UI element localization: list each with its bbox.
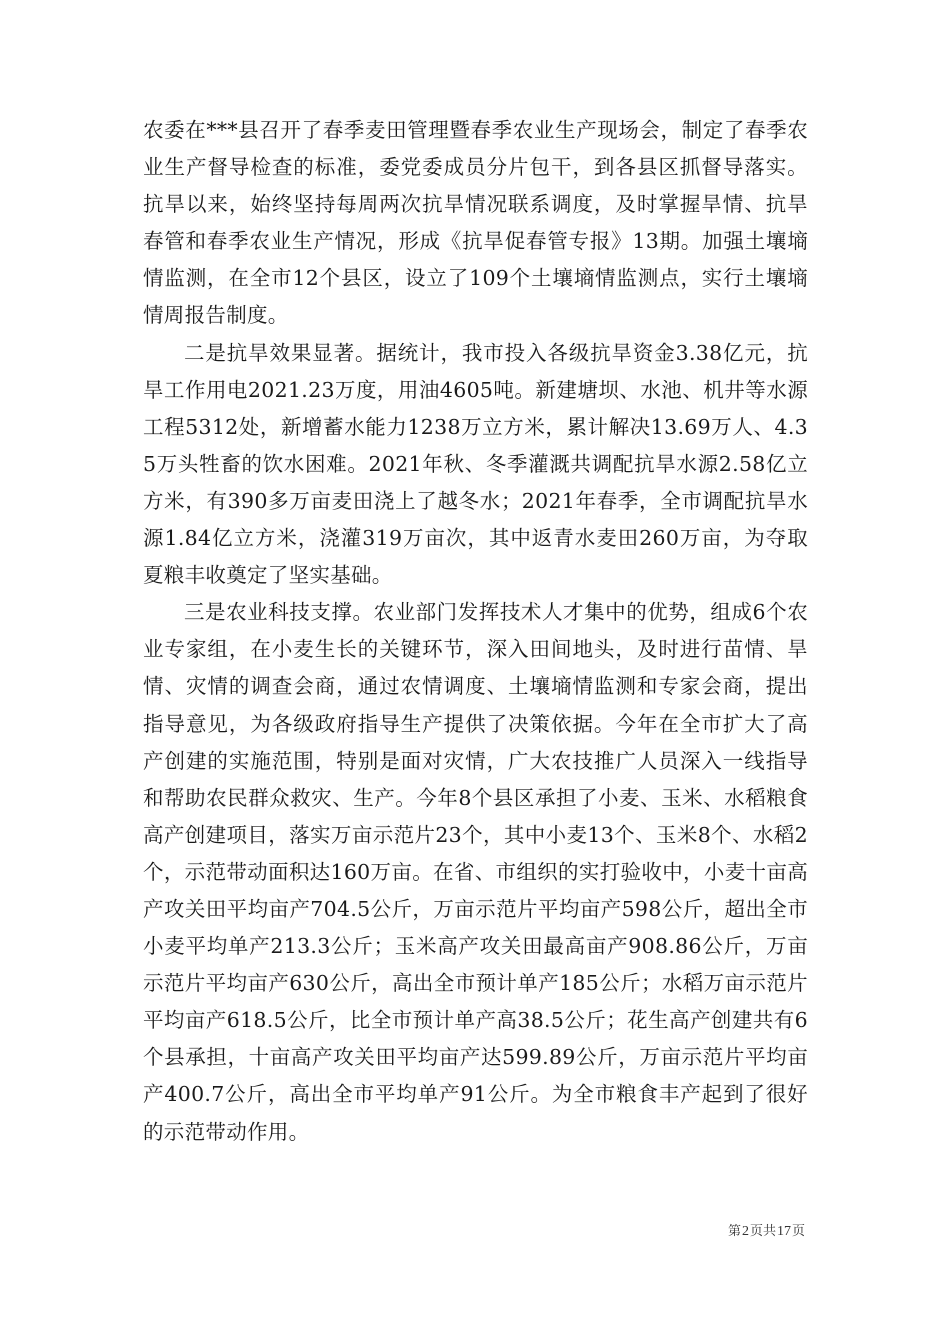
document-body	[143, 112, 808, 1151]
footer-prefix: 第	[727, 1224, 741, 1239]
paragraph-drought-results: 二是抗旱效果显著。据统计，我市投入各级抗旱资金3.38亿元，抗旱工作用电2021.23万度，用油4605吨。新建塘坝、水池、机井等水源工程5312处，新增蓄水能力1238万立方米，累计解决13.69万人、4.35万头牲畜的饮水困难。2021年秋、冬季灌溉共调配抗旱水源2.58亿立方米，有390多万亩麦田浇上了越冬水；2021年春季，全市调配抗旱水源1.84亿立方米，浇灌319万亩次，其中返青水麦田260万亩，为夺取夏粮丰收奠定了坚实基础。	[143, 340, 808, 588]
paragraph-agri-tech-support: 三是农业科技支撑。农业部门发挥技术人才集中的优势，组成6个农业专家组，在小麦生长的关键环节，深入田间地头，及时进行苗情、旱情、灾情的调查会商，通过农情调度、土壤墒情监测和专家会商，提出指导意见，为各级政府指导生产提供了决策依据。今年在全市扩大了高产创建的实施范围，特别是面对灾情，广大农技推广人员深入一线指导和帮助农民群众救灾、生产。今年8个县区承担了小麦、玉米、水稻粮食高产创建项目，落实万亩示范片23个，其中小麦13个、玉米8个、水稻2个，示范带动面积达160万亩。在省、市组织的实打验收中，小麦十亩高产攻关田平均亩产704.5公斤，万亩示范片平均亩产598公斤，超出全市小麦平均单产213.3公斤；玉米高产攻关田最高亩产908.86公斤，万亩示范片平均亩产630公斤，高出全市预计单产185公斤；水稻万亩示范片平均亩产618.5公斤，比全市预计单产高38.5公斤；花生高产创建共有6个县承担，十亩高产攻关田平均亩产达599.89公斤，万亩示范片平均亩产400.7公斤，高出全市平均单产91公斤。为全市粮食丰产起到了很好的示范带动作用。	[143, 600, 808, 1144]
footer-middle: 页共	[749, 1224, 776, 1239]
footer-suffix: 页	[791, 1224, 805, 1239]
footer-total-pages: 17	[776, 1224, 791, 1239]
paragraph-continuation: 农委在***县召开了春季麦田管理暨春季农业生产现场会，制定了春季农业生产督导检查的标准，委党委成员分片包干，到各县区抓督导落实。抗旱以来，始终坚持每周两次抗旱情况联系调度，及时掌握旱情、抗旱春管和春季农业生产情况，形成《抗旱促春管专报》13期。加强土壤墒情监测，在全市12个县区，设立了109个土壤墒情监测点，实行土壤墒情周报告制度。	[143, 118, 808, 328]
page-number-footer	[728, 1220, 805, 1240]
footer-current-page: 2	[741, 1224, 749, 1239]
